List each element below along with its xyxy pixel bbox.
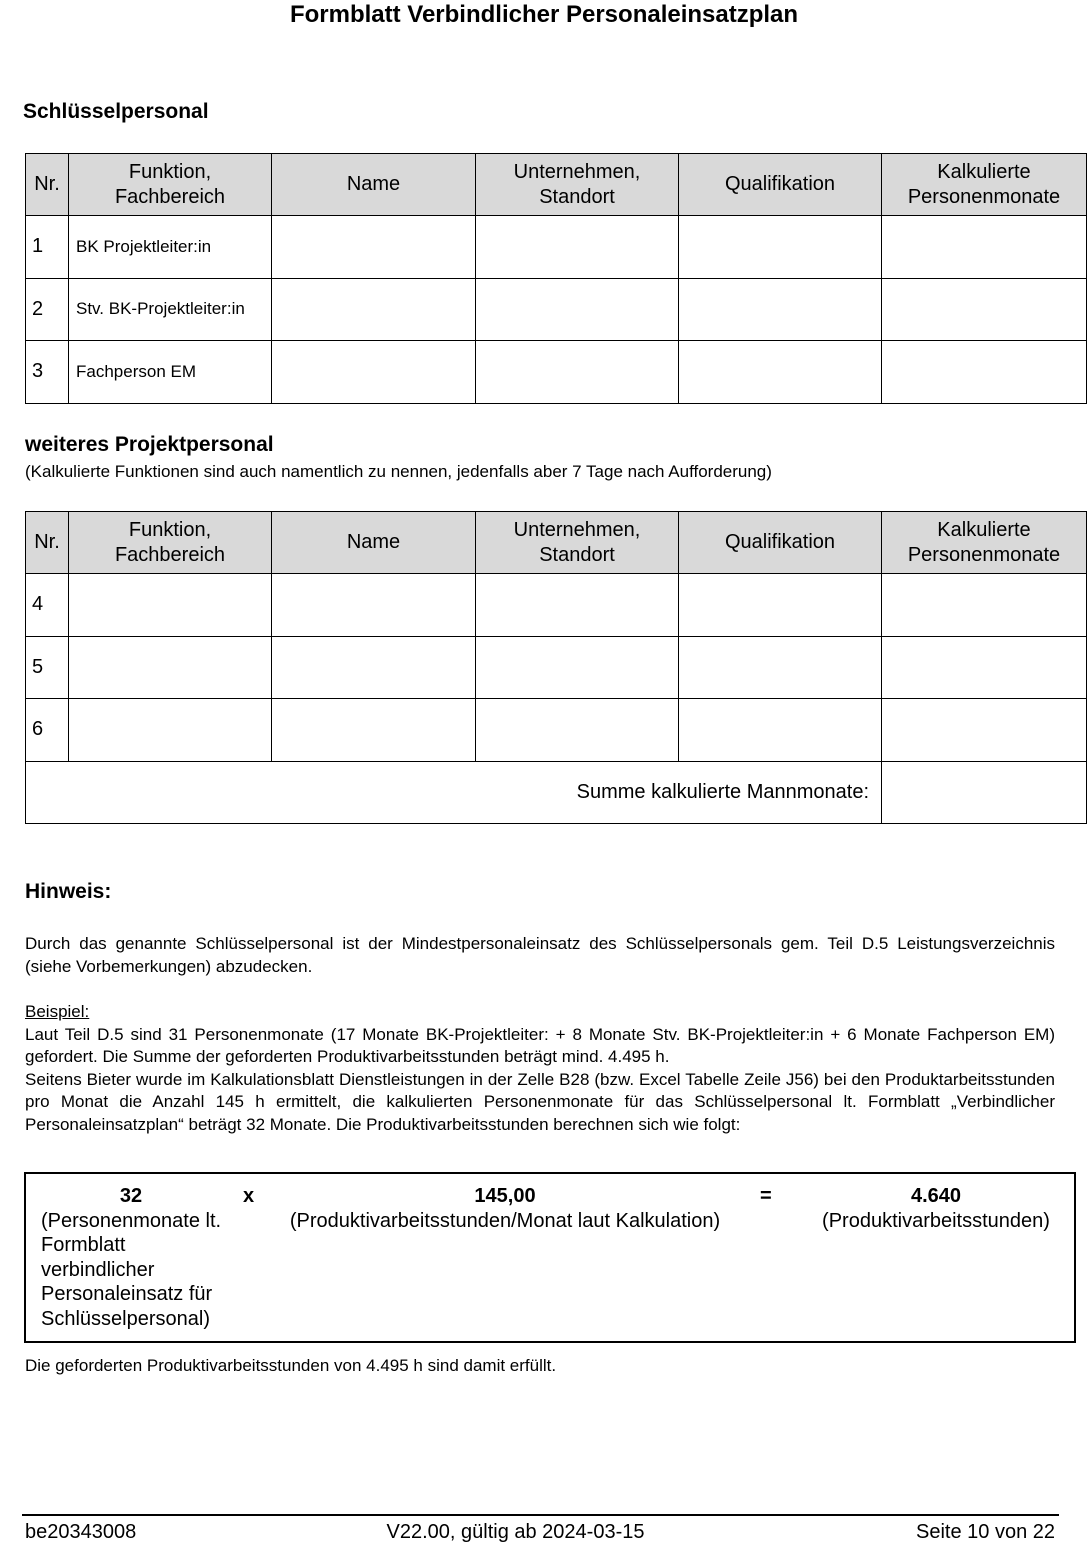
table-row xyxy=(26,699,1087,762)
cell-name[interactable] xyxy=(272,699,476,762)
footer-doc-id: be20343008 xyxy=(25,1521,137,1543)
sum-value-cell[interactable] xyxy=(882,761,1087,824)
formula-operator-multiply: x xyxy=(243,1185,255,1207)
cell-unternehmen[interactable] xyxy=(476,574,679,637)
cell-unternehmen[interactable] xyxy=(476,278,679,341)
cell-funktion[interactable]: Stv. BK-Projektleiter:in xyxy=(69,278,272,341)
further-personnel-heading: weiteres Projektpersonal xyxy=(25,433,274,456)
cell-nr: 4 xyxy=(26,574,69,637)
cell-funktion[interactable]: Fachperson EM xyxy=(69,341,272,404)
formula-desc-2: (Produktivarbeitsstunden/Monat laut Kalkulation) xyxy=(289,1209,721,1232)
cell-nr: 5 xyxy=(26,636,69,699)
cell-nr: 2 xyxy=(26,278,69,341)
cell-nr: 1 xyxy=(26,216,69,279)
further-personnel-note: (Kalkulierte Funktionen sind auch namentlich zu nennen, jedenfalls aber 7 Tage nach Aufforderung) xyxy=(25,462,772,481)
formula-value-1: 32 xyxy=(119,1185,143,1207)
page-title: Formblatt Verbindlicher Personaleinsatzplan xyxy=(289,1,799,28)
key-personnel-table xyxy=(25,153,1087,404)
cell-name[interactable] xyxy=(272,216,476,279)
example-label: Beispiel: xyxy=(25,1002,90,1021)
header-personenmonate: Kalkulierte Personenmonate xyxy=(882,512,1087,574)
example-text-2: Seitens Bieter wurde im Kalkulationsblatt Dienstleistungen in der Zelle B28 (bzw. Excel Tabelle Zeile J56) bei den Produktarbeitsstunden pro Monat die Anzahl 145 h ermittelt, die kalkulierten Personenmonate für das Schlüsselpersonal lt. Formblatt „Verbindlicher Personaleinsatzplan“ beträgt 32 Monate. Die Produktivarbeitsstunden berechnen sich wie folgt: xyxy=(25,1069,1055,1134)
header-unternehmen: Unternehmen, Standort xyxy=(476,154,679,216)
cell-funktion[interactable] xyxy=(69,699,272,762)
hint-paragraph: Durch das genannte Schlüsselpersonal ist der Mindestpersonaleinsatz des Schlüsselpersonals gem. Teil D.5 Leistungsverzeichnis (siehe Vorbemerkungen) abzudecken. xyxy=(25,934,1055,976)
cell-name[interactable] xyxy=(272,636,476,699)
cell-qualifikation[interactable] xyxy=(679,699,882,762)
header-funktion: Funktion, Fachbereich xyxy=(69,154,272,216)
cell-personenmonate[interactable] xyxy=(882,278,1087,341)
header-nr: Nr. xyxy=(26,512,69,574)
formula-operator-equals: = xyxy=(760,1185,772,1207)
header-qualifikation: Qualifikation xyxy=(679,512,882,574)
cell-name[interactable] xyxy=(272,278,476,341)
cell-personenmonate[interactable] xyxy=(882,341,1087,404)
cell-personenmonate[interactable] xyxy=(882,574,1087,637)
cell-qualifikation[interactable] xyxy=(679,341,882,404)
header-unternehmen: Unternehmen, Standort xyxy=(476,512,679,574)
table-row xyxy=(26,636,1087,699)
header-nr: Nr. xyxy=(26,154,69,216)
cell-funktion[interactable] xyxy=(69,574,272,637)
cell-funktion[interactable] xyxy=(69,636,272,699)
cell-nr: 6 xyxy=(26,699,69,762)
conclusion-text: Die geforderten Produktivarbeitsstunden von 4.495 h sind damit erfüllt. xyxy=(25,1356,557,1375)
header-personenmonate: Kalkulierte Personenmonate xyxy=(882,154,1087,216)
footer-divider xyxy=(22,1514,1059,1516)
cell-qualifikation[interactable] xyxy=(679,278,882,341)
table-header-row xyxy=(26,512,1087,574)
cell-personenmonate[interactable] xyxy=(882,699,1087,762)
cell-personenmonate[interactable] xyxy=(882,216,1087,279)
formula-desc-3: (Produktivarbeitsstunden) xyxy=(822,1209,1050,1232)
cell-name[interactable] xyxy=(272,341,476,404)
formula-desc-1: (Personenmonate lt. Formblatt verbindlicher Personaleinsatz für Schlüsselpersonal) xyxy=(41,1209,222,1330)
table-header-row xyxy=(26,154,1087,216)
key-personnel-heading: Schlüsselpersonal xyxy=(23,100,209,123)
table-row xyxy=(26,341,1087,404)
sum-label: Summe kalkulierte Mannmonate: xyxy=(26,761,882,824)
footer-version: V22.00, gültig ab 2024-03-15 xyxy=(386,1521,645,1543)
formula-term-1 xyxy=(41,1184,241,1331)
example-block xyxy=(25,1001,1055,1136)
cell-nr: 3 xyxy=(26,341,69,404)
table-row xyxy=(26,278,1087,341)
formula-result-value: 4.640 xyxy=(910,1185,962,1207)
table-row xyxy=(26,216,1087,279)
header-name: Name xyxy=(272,154,476,216)
cell-unternehmen[interactable] xyxy=(476,341,679,404)
table-row xyxy=(26,574,1087,637)
header-name: Name xyxy=(272,512,476,574)
header-qualifikation: Qualifikation xyxy=(679,154,882,216)
formula-term-2 xyxy=(270,1184,740,1233)
cell-unternehmen[interactable] xyxy=(476,216,679,279)
example-text-1: Laut Teil D.5 sind 31 Personenmonate (17 Monate BK-Projektleiter: + 8 Monate Stv. BK-Projektleiter:in + 6 Monate Fachperson EM) gefordert. Die Summe der geforderten Produktivarbeitsstunden beträgt mind. 4.495 h. xyxy=(25,1024,1055,1066)
cell-qualifikation[interactable] xyxy=(679,574,882,637)
cell-funktion[interactable]: BK Projektleiter:in xyxy=(69,216,272,279)
hint-heading: Hinweis: xyxy=(25,880,112,903)
formula-result xyxy=(806,1184,1066,1233)
header-funktion: Funktion, Fachbereich xyxy=(69,512,272,574)
cell-unternehmen[interactable] xyxy=(476,636,679,699)
footer-page-number: Seite 10 von 22 xyxy=(916,1521,1055,1543)
sum-row xyxy=(26,761,1087,824)
cell-personenmonate[interactable] xyxy=(882,636,1087,699)
cell-name[interactable] xyxy=(272,574,476,637)
calculation-box xyxy=(24,1172,1076,1343)
cell-unternehmen[interactable] xyxy=(476,699,679,762)
cell-qualifikation[interactable] xyxy=(679,216,882,279)
cell-qualifikation[interactable] xyxy=(679,636,882,699)
formula-value-2: 145,00 xyxy=(474,1185,536,1207)
further-personnel-table xyxy=(25,511,1087,824)
